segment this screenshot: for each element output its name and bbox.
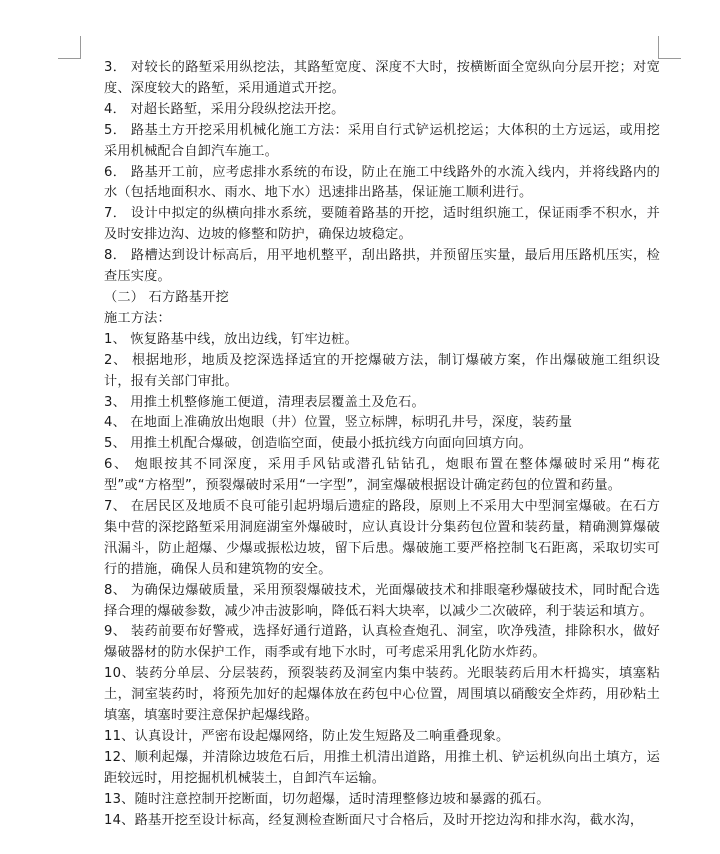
paragraph: 8． 路槽达到设计标高后，用平地机整平，刮出路拱，并预留压实量，最后用压路机压实，检查压实度。 (104, 248, 660, 285)
paragraph: 4、 在地面上准确放出炮眼（井）位置，竖立标牌，标明孔井号，深度，装药量 (104, 415, 573, 431)
paragraph: 10、装药分单层、分层装药，预裂装药及洞室内集中装药。光眼装药后用木杆捣实，填塞粘土，洞室装药时，将预先加好的起爆体放在药包中心位置，周围填以硝酸安全炸药，用砂粘土填塞，填塞时要注意保护起爆线路。 (104, 666, 660, 724)
paragraph: 7． 设计中拟定的纵横向排水系统，要随着路基的开挖，适时组织施工，保证雨季不积水，并及时安排边沟、边坡的修整和防护，确保边坡稳定。 (104, 206, 660, 243)
paragraph: 4． 对超长路堑，采用分段纵挖法开挖。 (104, 101, 345, 117)
paragraph: 3． 对较长的路堑采用纵挖法，其路堑宽度、深度不大时，按横断面全宽纵向分层开挖；对宽度、深度较大的路堑，采用通道式开挖。 (104, 60, 660, 96)
paragraph: 6． 路基开工前，应考虑排水系统的布设，防止在施工中线路外的水流入线内，并将线路内的水（包括地面积水、雨水、地下水）迅速排出路基，保证施工顺利进行。 (104, 164, 660, 201)
paragraph: 8、 为确保边爆破质量，采用预裂爆破技术，光面爆破技术和排眼毫秒爆破技术，同时配合选择合理的爆破参数，减少冲击波影响，降低石料大块率，以减少二次破碎，利于装运和填方。 (104, 582, 660, 619)
paragraph: 7、 在居民区及地质不良可能引起坍塌后遗症的路段，原则上不采用大中型洞室爆破。在石方集中营的深挖路堑采用洞庭湖室外爆破时，应认真设计分集药包位置和装药量，精确测算爆破汛漏斗，防止超爆、少爆或振松边坡，留下后患。爆破施工要严格控制飞石距离，采取切实可行的措施，确保人员和建筑物的安全。 (104, 499, 660, 577)
paragraph: 5． 路基土方开挖采用机械化施工方法：采用自行式铲运机挖运；大体积的土方远运，或用挖采用机械配合自卸汽车施工。 (104, 122, 660, 159)
paragraph: 5、 用推土机配合爆破，创造临空面，使最小抵抗线方向面向回填方向。 (104, 436, 532, 452)
document-body (104, 58, 660, 832)
paragraph: 9、 装药前要布好警戒，选择好通行道路，认真检查炮孔、洞室，吹净残渣，排除积水，做好爆破器材的防水保护工作，雨季或有地下水时，可考虑采用乳化防水炸药。 (104, 624, 660, 661)
crop-mark-top-left (58, 36, 81, 59)
paragraph: 12、顺利起爆，并清除边坡危石后，用推土机清出道路，用推土机、铲运机纵向出土填方，运距较远时，用挖掘机机械装土，自卸汽车运输。 (104, 749, 660, 786)
paragraph: 11、认真设计，严密布设起爆网络，防止发生短路及二响重叠现象。 (104, 729, 510, 744)
paragraph: 施工方法： (104, 310, 171, 326)
paragraph: 13、随时注意控制开挖断面，切勿超爆，适时清理整修边坡和暴露的孤石。 (104, 791, 550, 807)
paragraph: 2、 根据地形，地质及挖深选择适宜的开挖爆破方法，制订爆破方案，作出爆破施工组织设计，报有关部门审批。 (104, 352, 660, 389)
paragraph: 14、路基开挖至设计标高，经复测检查断面尺寸合格后，及时开挖边沟和排水沟，截水沟， (104, 812, 644, 828)
paragraph: 6、 炮眼按其不同深度，采用手风钻或潜孔钻钻孔，炮眼布置在整体爆破时采用“梅花型”或“方格型”，预裂爆破时采用“一字型”，洞室爆破根据设计确定药包的位置和药量。 (104, 457, 660, 494)
crop-mark-top-right (658, 36, 681, 59)
section-heading: （二） 石方路基开挖 (104, 289, 229, 305)
paragraph: 1、 恢复路基中线，放出边线，钉牢边桩。 (104, 331, 358, 347)
paragraph: 3、 用推土机整修施工便道，清理表层覆盖土及危石。 (104, 394, 425, 410)
